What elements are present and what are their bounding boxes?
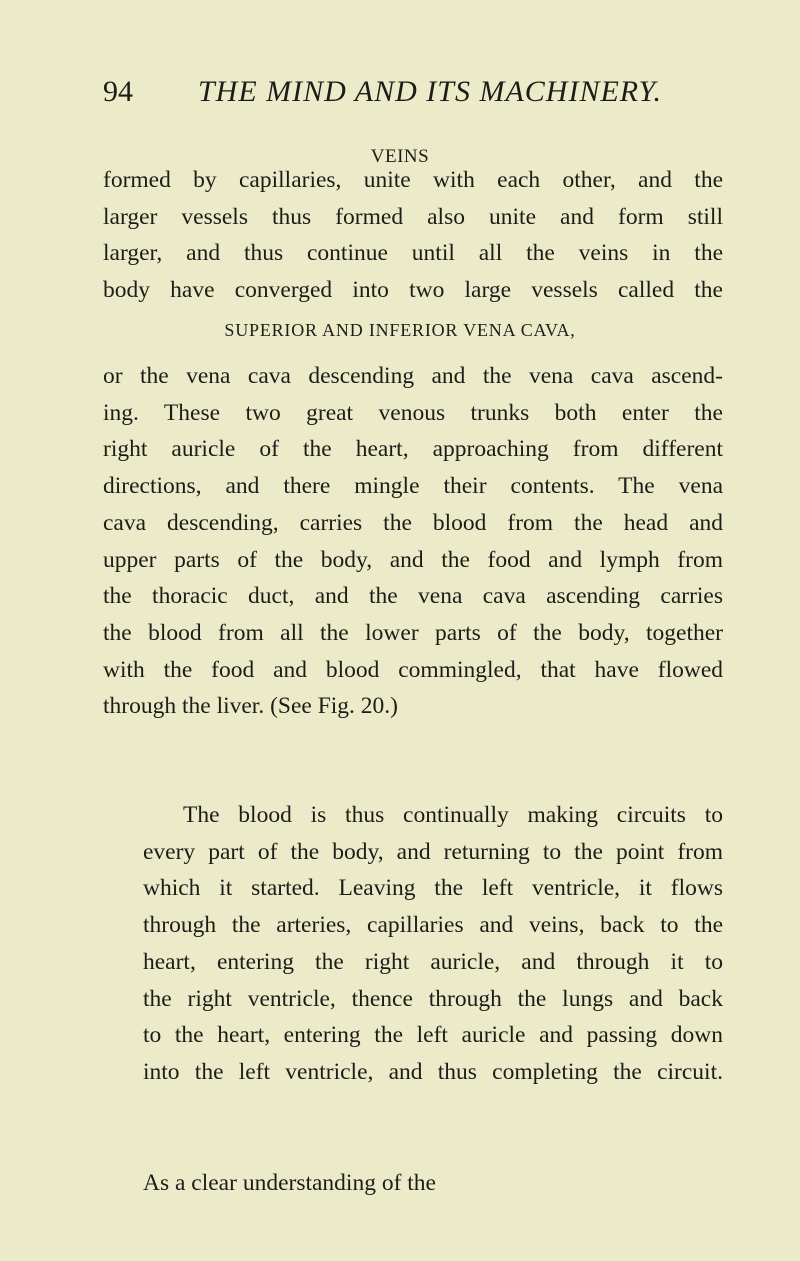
text-line: which it started. Leaving the left ventricle, it flows xyxy=(143,875,723,902)
running-title: THE MIND AND ITS MACHINERY. xyxy=(198,75,662,108)
text-line: the thoracic duct, and the vena cava ascending carries xyxy=(103,583,723,610)
running-head xyxy=(103,72,723,112)
text-line: into the left ventricle, and thus completing the circuit. xyxy=(143,1058,723,1085)
text-line: to the heart, entering the left auricle and passing down xyxy=(143,1022,723,1049)
text-line: the right ventricle, thence through the lungs and back xyxy=(143,985,723,1012)
text-line: upper parts of the body, and the food and lymph from xyxy=(103,546,723,573)
text-line: larger, and thus continue until all the veins in the xyxy=(103,240,723,267)
text-line: cava descending, carries the blood from the head and xyxy=(103,509,723,536)
paragraph-3 xyxy=(103,797,723,1091)
text-line: heart, entering the right auricle, and through it to xyxy=(143,948,723,975)
page-number: 94 xyxy=(103,75,133,108)
paragraph-2 xyxy=(103,358,723,725)
text-line: right auricle of the heart, approaching from different xyxy=(103,436,723,463)
text-line: or the vena cava descending and the vena cava ascend- xyxy=(103,363,723,389)
text-line: The blood is thus continually making circuits to xyxy=(183,802,723,828)
text-line: directions, and there mingle their contents. The vena xyxy=(103,473,723,500)
text-line: through the arteries, capillaries and veins, back to the xyxy=(143,912,723,939)
section-heading: VEINS xyxy=(370,146,430,167)
subheading: SUPERIOR AND INFERIOR VENA CAVA, xyxy=(224,320,576,340)
text-line: formed by capillaries, unite with each other, and the xyxy=(103,167,723,193)
text-line: ing. These two great venous trunks both enter the xyxy=(103,399,723,426)
text-line: with the food and blood commingled, that have flowed xyxy=(103,656,723,683)
text-line: every part of the body, and returning to the point from xyxy=(143,838,723,865)
text-line: body have converged into two large vessels called the xyxy=(103,277,723,304)
text-line: As a clear understanding of the xyxy=(143,1170,436,1196)
text-line: larger vessels thus formed also unite and form still xyxy=(103,203,723,230)
text-line: through the liver. (See Fig. 20.) xyxy=(103,693,399,720)
text-line: the blood from all the lower parts of the body, together xyxy=(103,619,723,646)
paragraph-1 xyxy=(103,162,723,309)
